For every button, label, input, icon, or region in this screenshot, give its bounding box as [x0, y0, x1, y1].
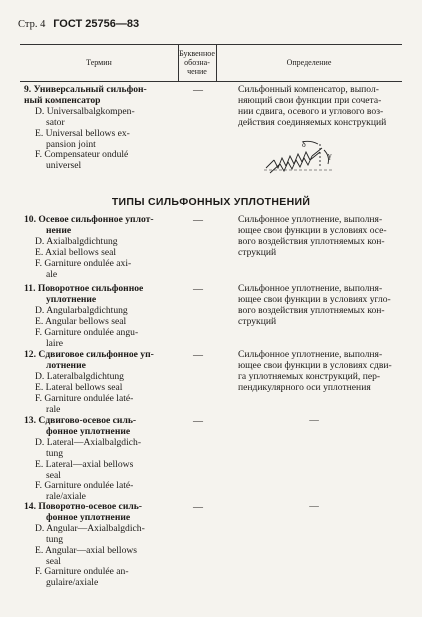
column-letter: Буквенное обозна- чение — [179, 49, 215, 76]
section-title: ТИПЫ СИЛЬФОННЫХ УПЛОТНЕНИЙ — [111, 196, 311, 208]
letter-designation-13: — — [193, 416, 203, 427]
term-12: 12. Сдвиговое сильфонное уп- лотнение D. Lateralbalgdichtung E. Lateral bellows seal F. Garniture ondulée laté- rale — [24, 349, 154, 415]
letter-designation-12: — — [193, 350, 203, 361]
definition-13: — — [309, 415, 319, 426]
figure-label-delta: δ — [302, 140, 306, 149]
definition-10: Сильфонное уплотнение, выполня- ющее свои функции в условиях осе- вого воздействия уплотняемых кон- струкций — [238, 214, 387, 258]
column-term: Термин — [86, 58, 112, 67]
letter-designation-14: — — [193, 502, 203, 513]
definition-14: — — [309, 501, 319, 512]
term-14: 14. Поворотно-осевое силь- фонное уплотнение D. Angular—Axialbalgdich- tung E. Angular—axial bellows seal F. Garniture ondulée an- gulaire/axiale — [24, 501, 145, 589]
page-label: Стр. 4 — [18, 19, 46, 30]
standard-number: ГОСТ 25756—83 — [53, 18, 140, 30]
letter-designation-9: — — [193, 85, 203, 96]
term-10: 10. Осевое сильфонное уплот- нение D. Axialbalgdichtung E. Axial bellows seal F. Garniture ondulée axi- ale — [24, 214, 154, 280]
column-definition: Определение — [286, 58, 332, 67]
table-header — [20, 44, 402, 82]
term-11: 11. Поворотное сильфонное уплотнение D. Angularbalgdichtung E. Angular bellows seal F. Garniture ondulée angu- laire — [24, 283, 144, 349]
letter-designation-11: — — [193, 284, 203, 295]
term-9: 9. Универсальный сильфон- ный компенсатор D. Universalbalgkompen- sator E. Universal bellows ex- pansion joint F. Compensateur ondulé universel — [24, 84, 147, 172]
definition-11: Сильфонное уплотнение, выполня- ющее свои функции в условиях угло- вого воздействия уплотняемых кон- струкций — [238, 283, 391, 327]
definition-9: Сильфонный компенсатор, выпол- няющий свои функции при сочета- нии сдвига, осевого и углового воз- действия соединяемых конструкций — [238, 84, 387, 128]
figure-label-gamma: γ — [328, 151, 332, 160]
term-13: 13. Сдвигово-осевое силь- фонное уплотнение D. Lateral—Axialbalgdich- tung E. Lateral—axial bellows seal F. Garniture ondulée laté- rale/axiale — [24, 415, 142, 503]
letter-designation-10: — — [193, 215, 203, 226]
bellows-compensator-figure — [262, 138, 342, 176]
page-header — [18, 18, 139, 30]
definition-12: Сильфонное уплотнение, выполня- ющее свои функции в условиях сдви- га уплотняемых конструкций, пер- пендикулярного оси уплотнения — [238, 349, 392, 393]
